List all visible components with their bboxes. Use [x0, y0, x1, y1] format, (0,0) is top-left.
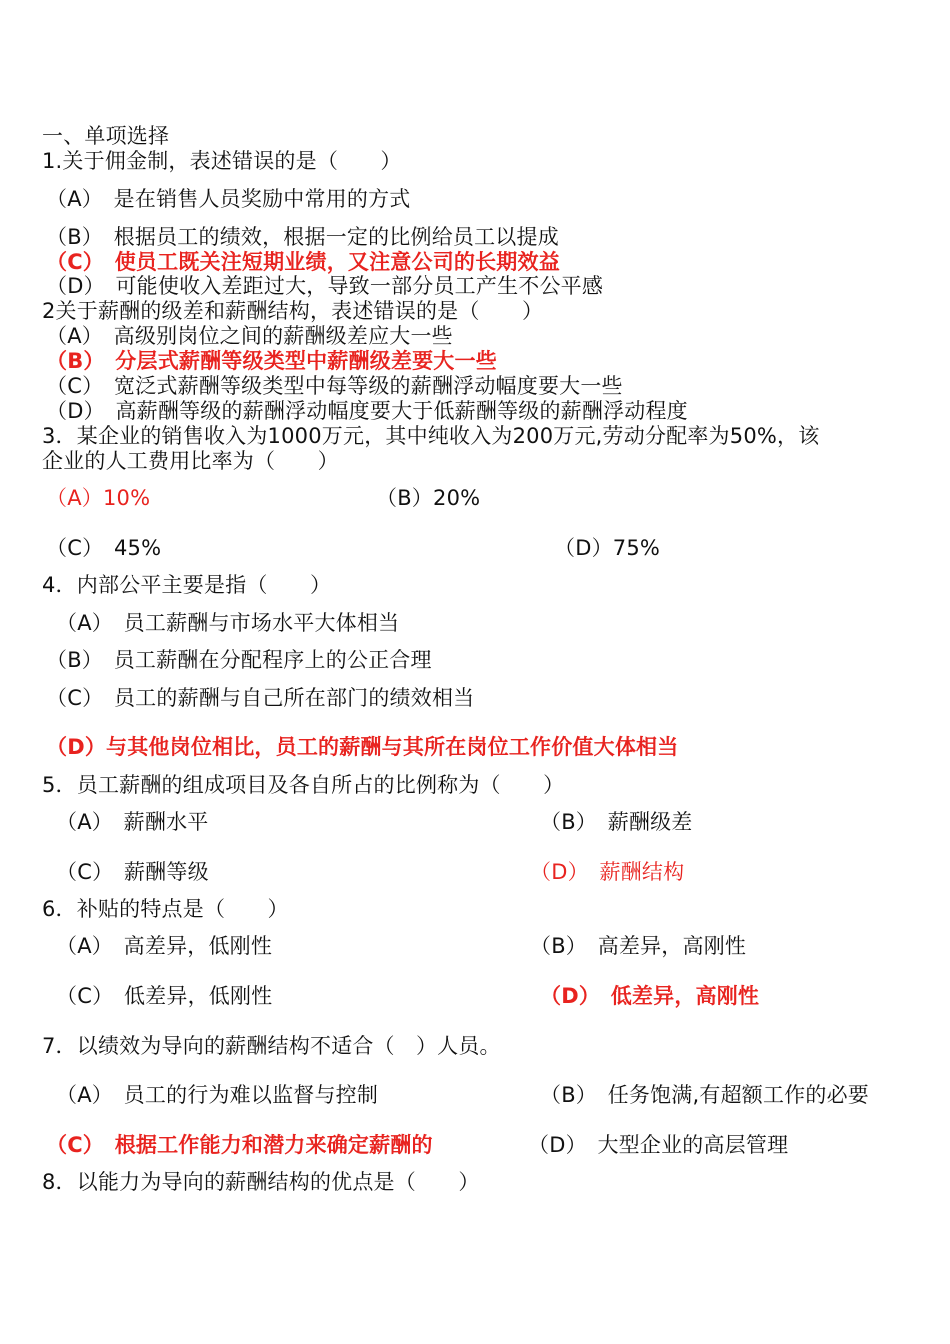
- question-5-stem: 5．员工薪酬的组成项目及各自所占的比例称为（ ）: [42, 773, 565, 797]
- question-4-option-c: （C） 员工的薪酬与自己所在部门的绩效相当: [46, 686, 475, 710]
- question-3-option-c: （C） 45%: [46, 536, 162, 560]
- question-3-stem-line-2: 企业的人工费用比率为（ ）: [42, 449, 339, 473]
- question-2-option-c: （C） 宽泛式薪酬等级类型中每等级的薪酬浮动幅度要大一些: [46, 374, 623, 398]
- question-2-option-a: （A） 高级别岗位之间的薪酬级差应大一些: [46, 324, 453, 348]
- question-4-option-d-answer: （D）与其他岗位相比，员工的薪酬与其所在岗位工作价值大体相当: [46, 735, 679, 759]
- question-4-option-b: （B） 员工薪酬在分配程序上的公正合理: [46, 648, 432, 672]
- question-7-option-b: （B） 任务饱满,有超额工作的必要: [540, 1083, 869, 1107]
- question-5-option-d-answer: （D） 薪酬结构: [530, 860, 685, 884]
- question-6-option-a: （A） 高差异，低刚性: [56, 934, 273, 958]
- question-8-stem: 8．以能力为导向的薪酬结构的优点是（ ）: [42, 1170, 480, 1194]
- question-2-stem: 2关于薪酬的级差和薪酬结构，表述错误的是（ ）: [42, 299, 544, 323]
- question-2-option-b-answer: （B） 分层式薪酬等级类型中薪酬级差要大一些: [46, 349, 497, 373]
- question-5-option-a: （A） 薪酬水平: [56, 810, 209, 834]
- section-title: 一、单项选择: [42, 124, 170, 148]
- question-4-stem: 4．内部公平主要是指（ ）: [42, 573, 332, 597]
- question-1-option-b: （B） 根据员工的绩效，根据一定的比例给员工以提成: [46, 225, 559, 249]
- question-7-option-c-answer: （C） 根据工作能力和潜力来确定薪酬的: [46, 1133, 433, 1157]
- question-1-option-c-answer: （C） 使员工既关注短期业绩，又注意公司的长期效益: [46, 250, 560, 274]
- question-6-option-d-answer: （D） 低差异，高刚性: [540, 984, 760, 1008]
- question-2-option-d: （D） 高薪酬等级的薪酬浮动幅度要大于低薪酬等级的薪酬浮动程度: [46, 399, 688, 423]
- question-3-option-b: （B）20%: [376, 486, 481, 510]
- question-4-option-a: （A） 员工薪酬与市场水平大体相当: [56, 611, 400, 635]
- question-6-option-c: （C） 低差异，低刚性: [56, 984, 273, 1008]
- question-6-option-b: （B） 高差异，高刚性: [530, 934, 747, 958]
- question-3-option-a-answer: （A）10%: [46, 486, 151, 510]
- question-7-stem: 7．以绩效为导向的薪酬结构不适合（ ）人员。: [42, 1034, 501, 1058]
- question-7-option-d: （D） 大型企业的高层管理: [528, 1133, 789, 1157]
- question-5-option-b: （B） 薪酬级差: [540, 810, 693, 834]
- question-3-stem-line-1: 3．某企业的销售收入为1000万元，其中纯收入为200万元,劳动分配率为50%，该: [42, 424, 820, 448]
- question-1-option-a: （A） 是在销售人员奖励中常用的方式: [46, 187, 411, 211]
- question-1-option-d: （D） 可能使收入差距过大，导致一部分员工产生不公平感: [46, 274, 604, 298]
- question-1-stem: 1.关于佣金制，表述错误的是（ ）: [42, 149, 402, 173]
- question-6-stem: 6．补贴的特点是（ ）: [42, 897, 289, 921]
- question-3-option-d: （D）75%: [554, 536, 661, 560]
- question-7-option-a: （A） 员工的行为难以监督与控制: [56, 1083, 379, 1107]
- question-5-option-c: （C） 薪酬等级: [56, 860, 209, 884]
